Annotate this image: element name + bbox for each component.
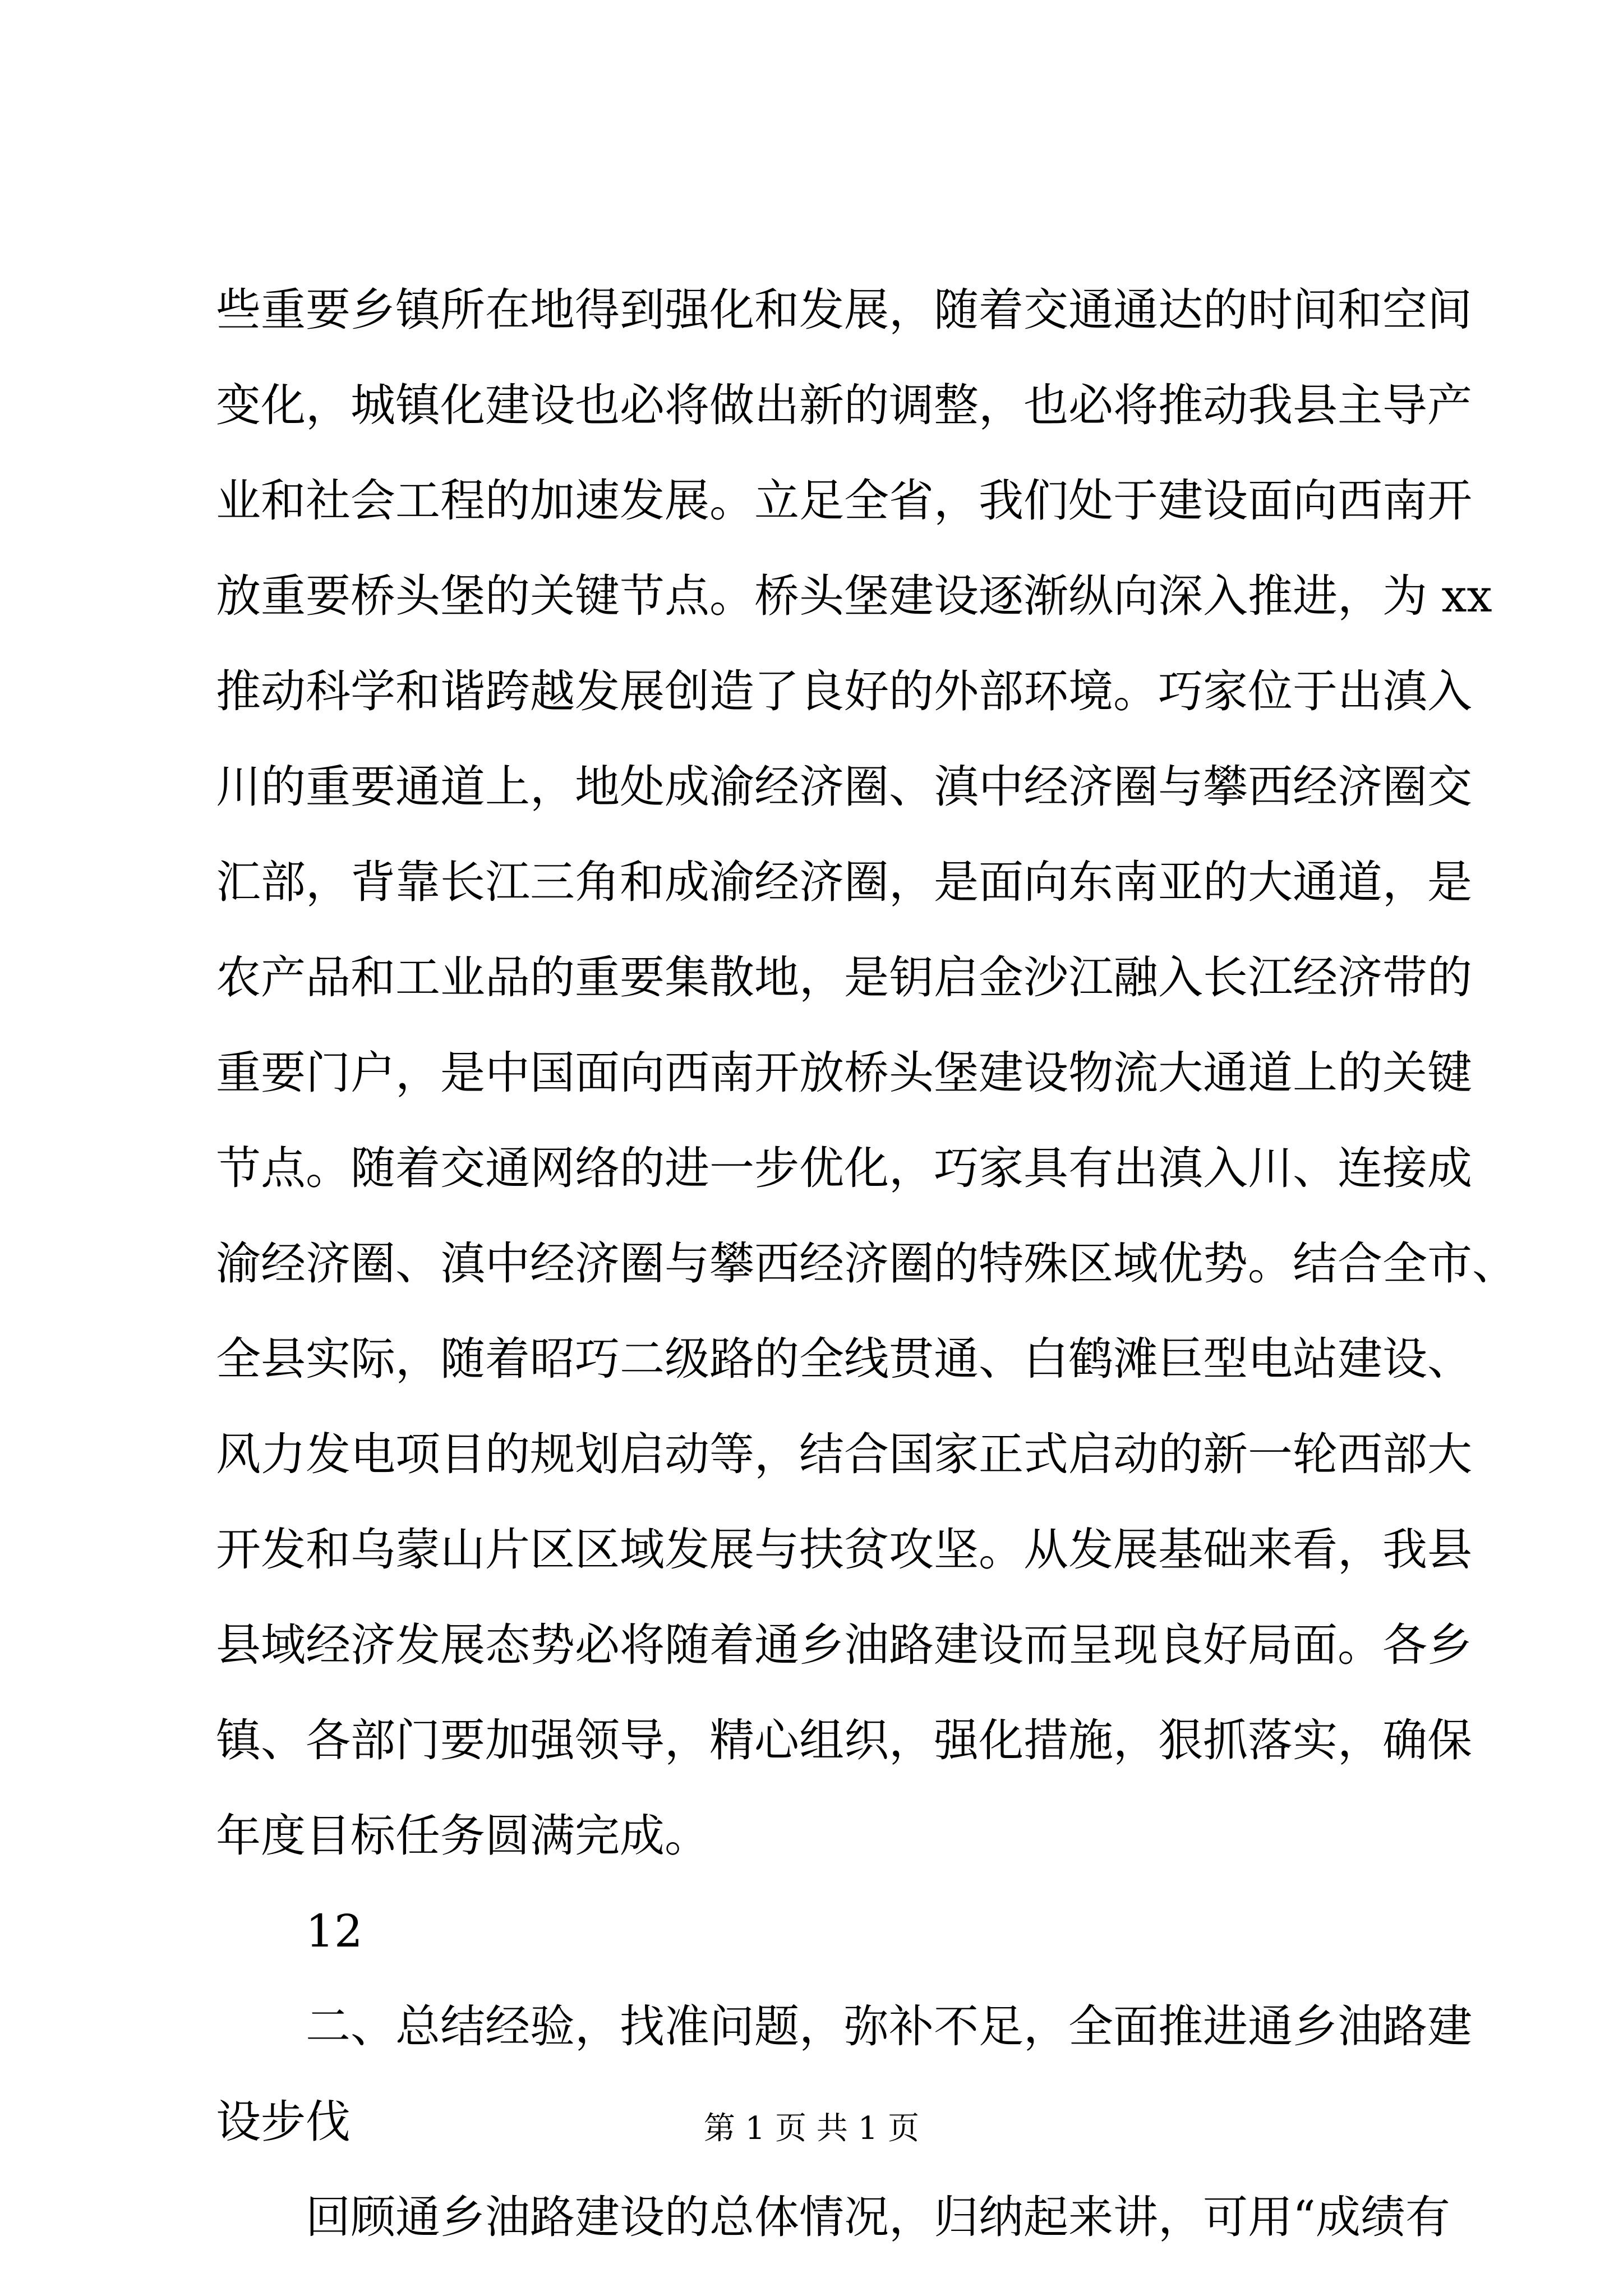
text-line: 节点。随着交通网络的进一步优化，巧家具有出滇入川、连接成 (216, 1142, 1472, 1194)
text-line: 变化，城镇化建设也必将做出新的调整，也必将推动我县主导产 (216, 379, 1472, 431)
heading-line: 设步伐 (216, 2096, 351, 2148)
text-line: 农产品和工业品的重要集散地，是钥启金沙江融入长江经济带的 (216, 951, 1472, 1004)
text-line: 汇部，背靠长江三角和成渝经济圈，是面向东南亚的大通道，是 (216, 856, 1472, 908)
text-line: 些重要乡镇所在地得到强化和发展，随着交通通达的时间和空间 (216, 284, 1472, 336)
text-line: 回顾通乡油路建设的总体情况，归纳起来讲，可用“成绩有 (306, 2191, 1450, 2243)
number-line: 12 (306, 1905, 363, 1957)
paragraph (216, 263, 1517, 1884)
heading-line: 二、总结经验，找准问题，弥补不足，全面推进通乡油路建 (306, 2000, 1472, 2053)
text-line: 渝经济圈、滇中经济圈与攀西经济圈的特殊区域优势。结合全市、 (216, 1237, 1517, 1290)
text-line: 开发和乌蒙山片区区域发展与扶贫攻坚。从发展基础来看，我县 (216, 1524, 1472, 1576)
text-line: 重要门户，是中国面向西南开放桥头堡建设物流大通道上的关键 (216, 1047, 1472, 1099)
text-line: 县域经济发展态势必将随着通乡油路建设而呈现良好局面。各乡 (216, 1619, 1472, 1671)
paragraph (216, 2170, 1450, 2265)
text-line: 年度目标任务圆满完成。 (216, 1810, 709, 1862)
text-line: 放重要桥头堡的关键节点。桥头堡建设逐渐纵向深入推进，为 xx (216, 570, 1492, 622)
text-line: 川的重要通道上，地处成渝经济圈、滇中经济圈与攀西经济圈交 (216, 761, 1472, 813)
text-line: 推动科学和谐跨越发展创造了良好的外部环境。巧家位于出滇入 (216, 665, 1472, 717)
document-body (216, 263, 1517, 2265)
text-line: 全县实际，随着昭巧二级路的全线贯通、白鹤滩巨型电站建设、 (216, 1333, 1472, 1385)
text-line: 风力发电项目的规划启动等，结合国家正式启动的新一轮西部大 (216, 1428, 1472, 1480)
text-line: 业和社会工程的加速发展。立足全省，我们处于建设面向西南开 (216, 475, 1472, 527)
text-line: 镇、各部门要加强领导，精心组织，强化措施，狠抓落实，确保 (216, 1714, 1472, 1766)
page-footer: 第 1 页 共 1 页 (703, 2110, 920, 2147)
